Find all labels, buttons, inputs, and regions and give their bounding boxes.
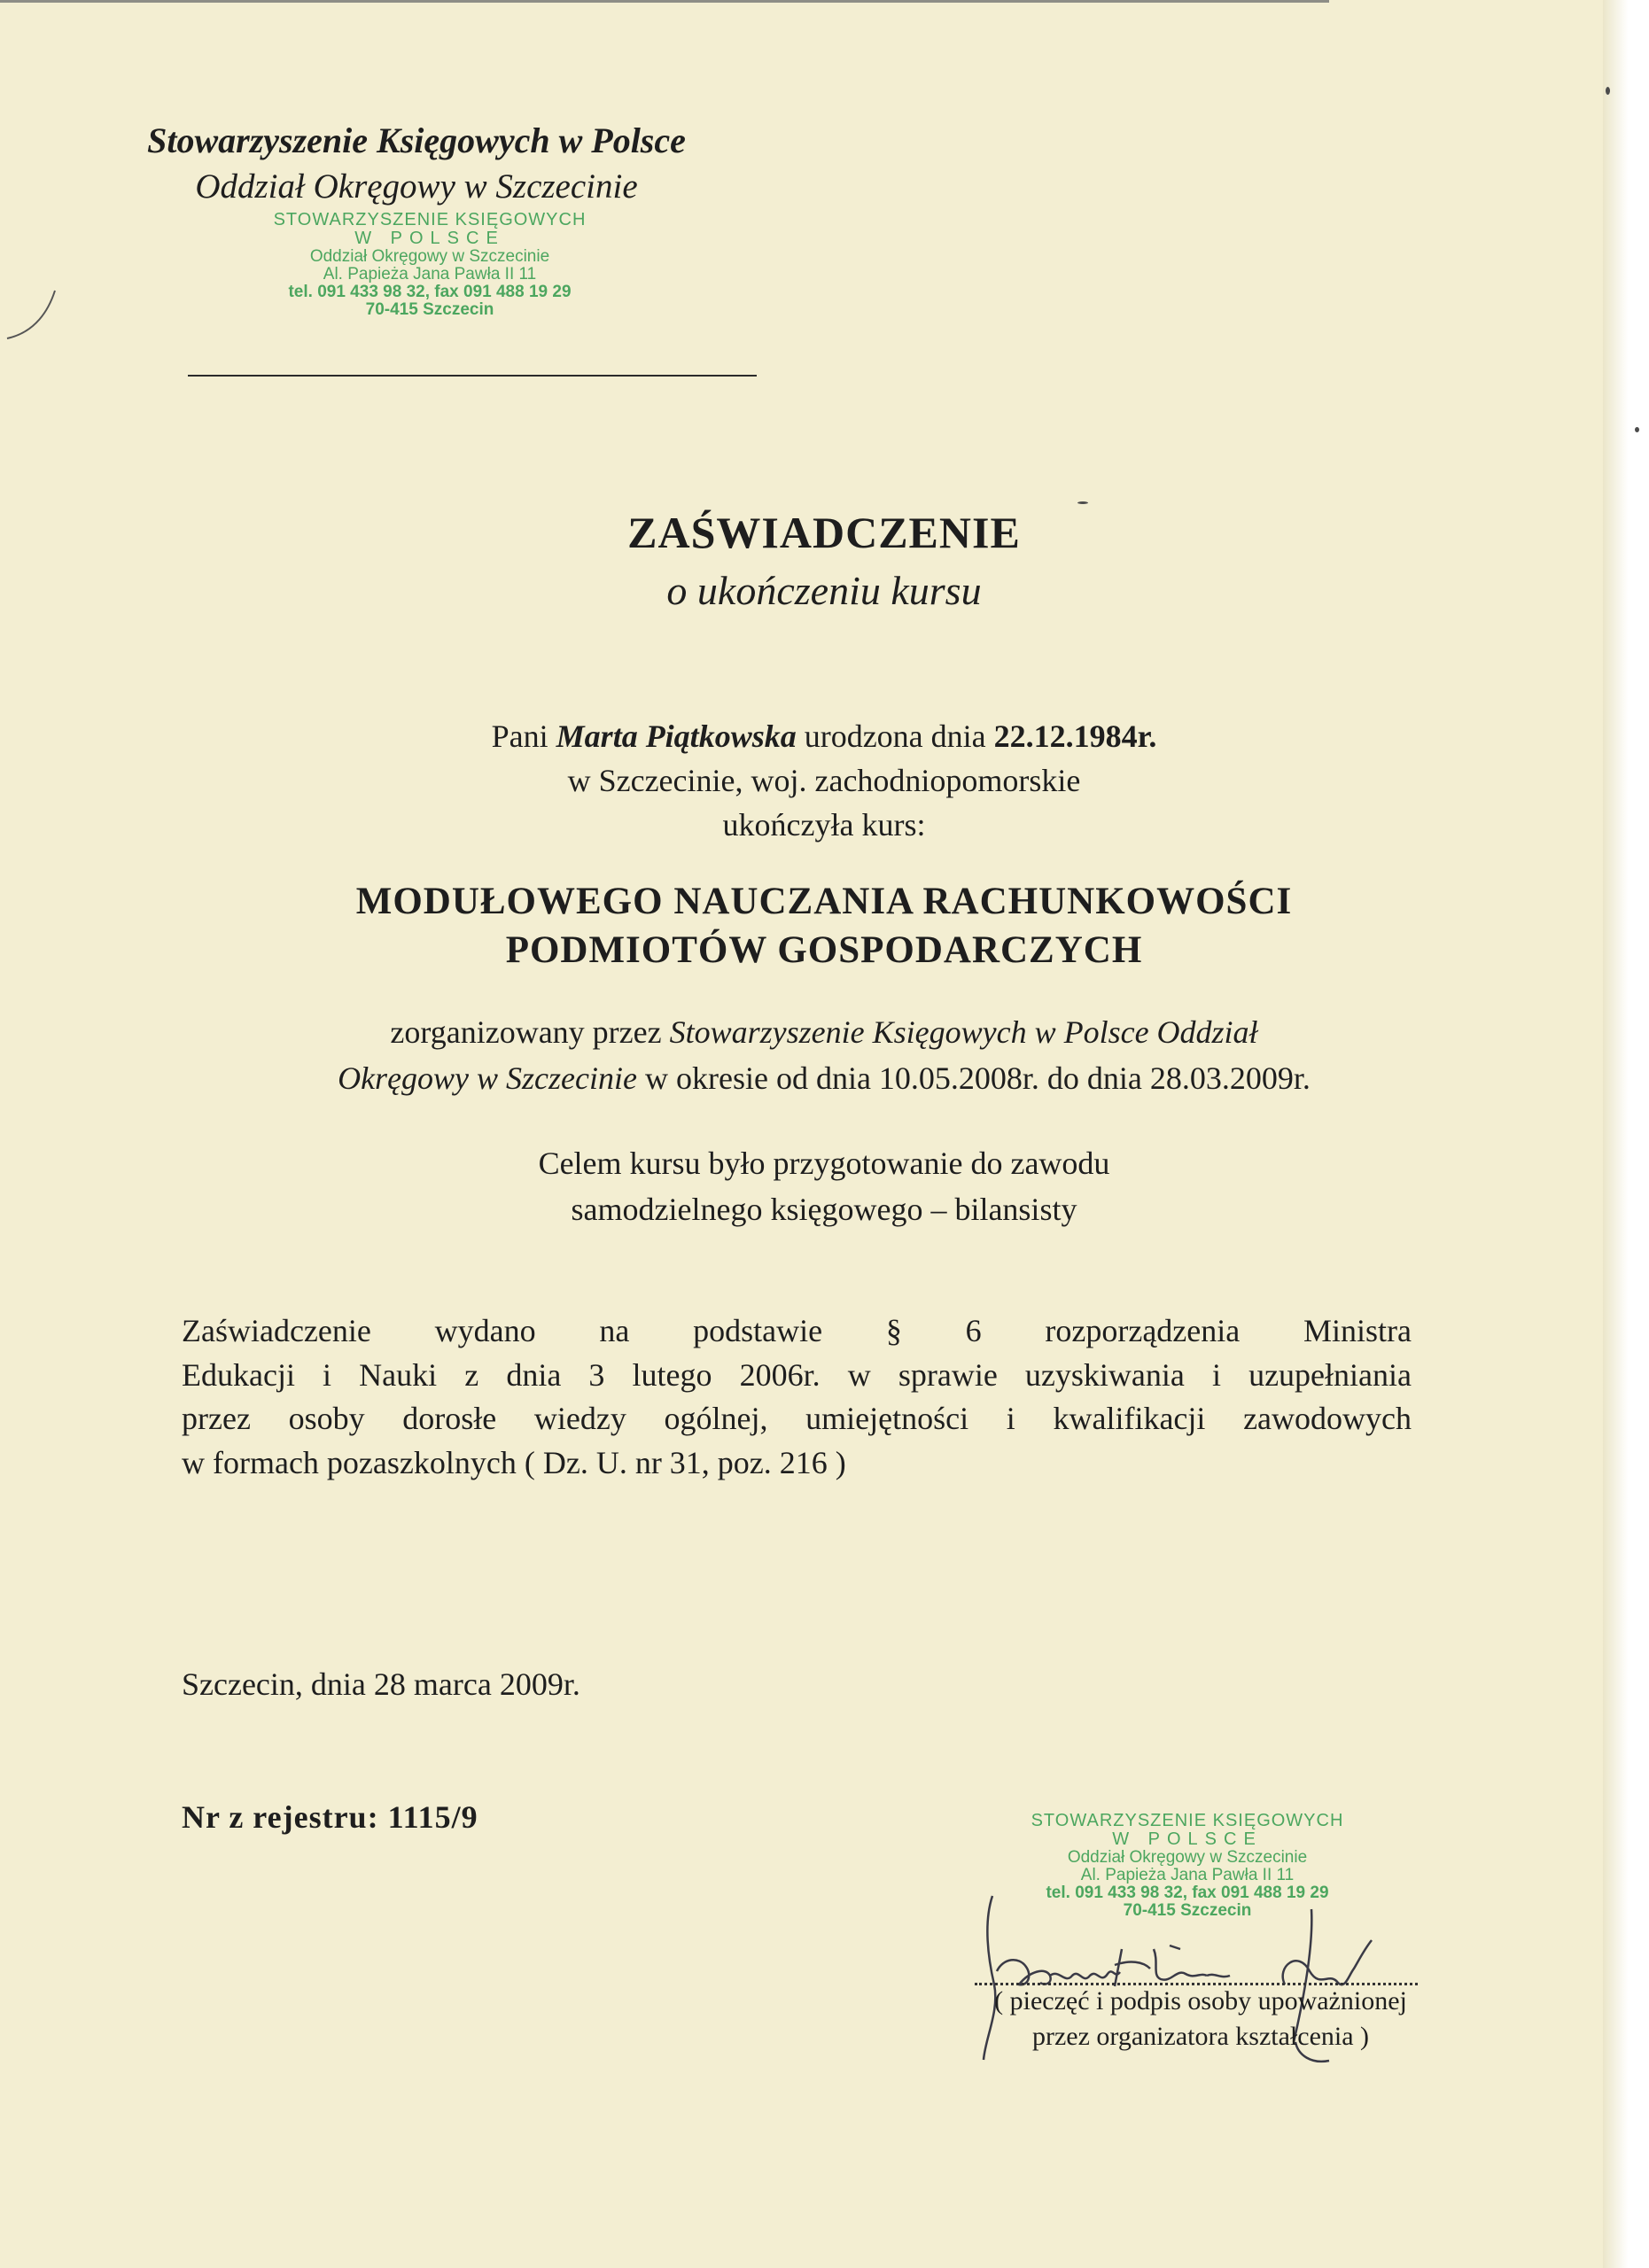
stamp-line: W POLSCE	[354, 229, 505, 248]
course-name-line-1: MODUŁOWEGO NAUCZANIA RACHUNKOWOŚCI	[355, 881, 1293, 922]
completed-label: ukończyła kurs:	[722, 807, 926, 843]
header-divider	[188, 375, 757, 377]
scan-edge	[1603, 0, 1649, 2268]
scan-top-line	[0, 0, 1329, 3]
organizer-line-1	[204, 1015, 1444, 1051]
place-and-date: Szczecin, dnia 28 marca 2009r.	[182, 1666, 580, 1702]
signature-caption-line-1: ( pieczęć i podpis osoby upoważnionej	[994, 1986, 1407, 2016]
organizer-line-2	[204, 1061, 1444, 1097]
legal-line: Zaświadczenie wydano na podstawie § 6 rozporządzenia Ministra	[182, 1313, 1412, 1348]
stamp-line: STOWARZYSZENIE KSIĘGOWYCH	[273, 210, 587, 229]
legal-line: w formach pozaszkolnych ( Dz. U. nr 31, poz. 216 )	[182, 1445, 846, 1481]
registry-value: 1115/9	[387, 1799, 478, 1835]
stamp-line: STOWARZYSZENIE KSIĘGOWYCH	[1031, 1811, 1344, 1830]
signature-dotted-line	[975, 1980, 1418, 1985]
birth-date: 22.12.1984r.	[993, 718, 1157, 754]
organizer-name-part-1: Stowarzyszenie Księgowych w Polsce Oddział	[669, 1014, 1258, 1050]
document-title: ZAŚWIADCZENIE	[627, 508, 1021, 557]
stamp-line: Al. Papieża Jana Pawła II 11	[323, 264, 537, 284]
stamp-line: W POLSCE	[1112, 1829, 1263, 1849]
recipient-name: Marta Piątkowska	[556, 718, 797, 754]
registry-label: Nr z rejestru:	[182, 1799, 379, 1835]
legal-basis	[182, 1309, 1412, 1486]
organizer-prefix: zorganizowany przez	[390, 1014, 662, 1050]
registry-number	[182, 1798, 478, 1836]
signature-caption-line-2: przez organizatora kształcenia )	[1031, 2022, 1370, 2051]
born-label: urodzona dnia	[804, 718, 986, 754]
document-subtitle: o ukończeniu kursu	[666, 568, 982, 613]
stamp-line: Oddział Okręgowy w Szczecinie	[309, 247, 550, 266]
scan-speck	[1077, 501, 1088, 504]
legal-line: Edukacji i Nauki z dnia 3 lutego 2006r. w sprawie uzyskiwania i uzupełniania	[182, 1356, 1412, 1393]
org-name: Stowarzyszenie Księgowych w Polsce	[147, 120, 686, 160]
course-name-line-2: PODMIOTÓW GOSPODARCZYCH	[505, 929, 1143, 971]
course-period: w okresie od dnia 10.05.2008r. do dnia 28.03.2009r.	[644, 1060, 1311, 1096]
stamp-line: Al. Papieża Jana Pawła II 11	[1080, 1865, 1295, 1884]
course-goal-line-2: samodzielnego księgowego – bilansisty	[571, 1192, 1077, 1227]
stamp-line: 70-415 Szczecin	[1123, 1900, 1252, 1920]
scan-speck	[1606, 87, 1610, 95]
margin-pen-mark	[0, 284, 71, 354]
legal-line: przez osoby dorosłe wiedzy ogólnej, umiejętności i kwalifikacji zawodowych	[182, 1401, 1412, 1437]
org-branch: Oddział Okręgowy w Szczecinie	[195, 167, 638, 206]
organizer-name-part-2: Okręgowy w Szczecinie	[338, 1060, 637, 1096]
scan-speck	[1635, 427, 1639, 432]
recipient-line	[204, 719, 1444, 755]
course-goal-line-1: Celem kursu było przygotowanie do zawodu	[538, 1146, 1110, 1181]
stamp-line: 70-415 Szczecin	[365, 299, 494, 319]
stamp-line: tel. 091 433 98 32, fax 091 488 19 29	[1046, 1883, 1329, 1902]
stamp-line: Oddział Okręgowy w Szczecinie	[1067, 1848, 1308, 1867]
recipient-prefix: Pani	[491, 718, 548, 754]
birthplace: w Szczecinie, woj. zachodniopomorskie	[567, 763, 1081, 798]
stamp-top	[226, 211, 634, 319]
stamp-line: tel. 091 433 98 32, fax 091 488 19 29	[288, 282, 572, 301]
